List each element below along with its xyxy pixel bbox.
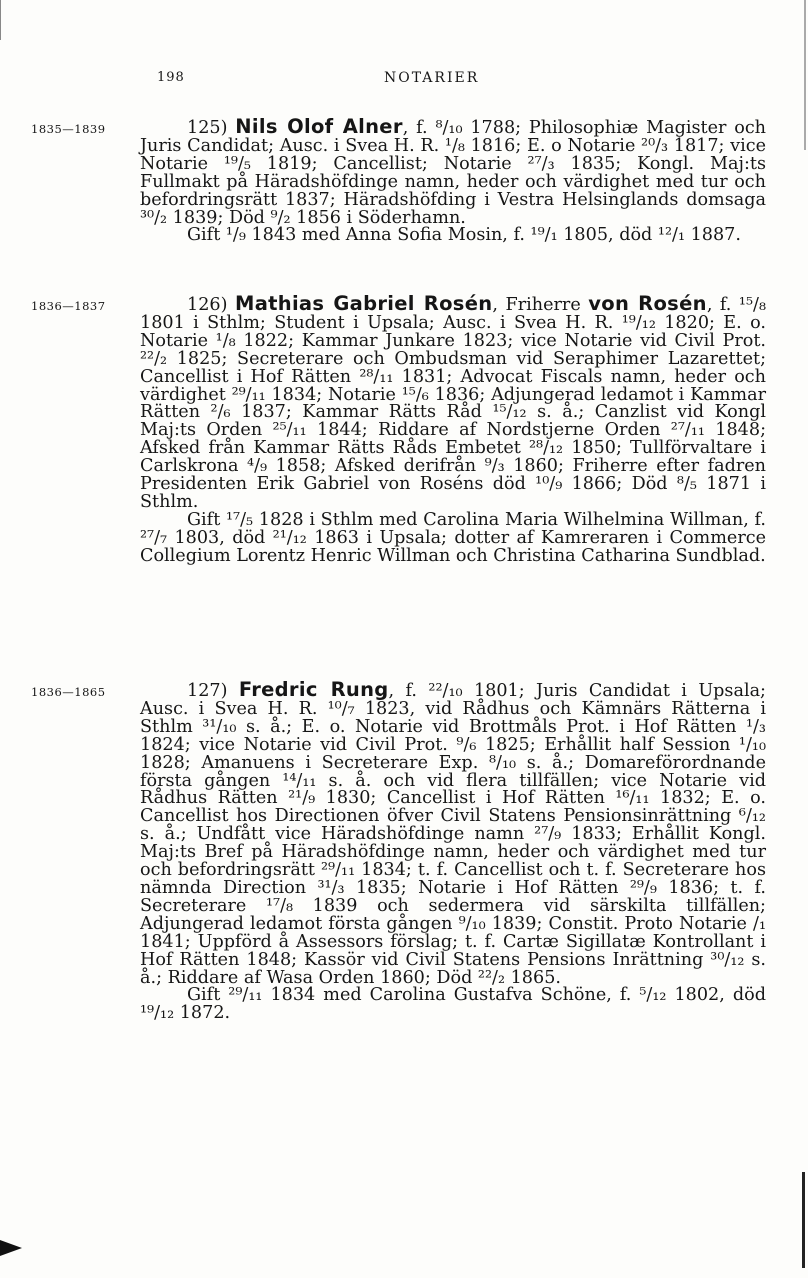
person-name: Nils Olof Alner [235, 115, 403, 138]
entry-paragraph [140, 678, 766, 988]
entry-text [140, 115, 767, 246]
entry-body: , f. ²²/₁₀ 1801; Juris Candidat i Upsala; Ausc. i Svea H. R. ¹⁰/₇ 1823, vid Rådhus och Kämnärs Rätterna i Sthlm ³¹/₁₀ s. å.; E. o. Notarie vid Brottmåls Prot. i Hof Rätten ¹/₃ 1824; vice Notarie vid Civil Prot. ⁹/₆ 1825; Erhållit half Session ¹/₁₀ 1828; Amanuens i Secreterare Exp. ⁸/₁₀ s. å.; Domareförordnande första gången ¹⁴/₁₁ s. å. och vid flera tillfällen; vice Notarie vid Rådhus Rätten ²¹/₉ 1830; Cancellist i Hof Rätten ¹⁶/₁₁ 1832; E. o. Cancellist hos Directionen öfver Civil Statens Pensionsinrättning ⁶/₁₂ s. å.; Undfått vice Häradshöfdinge namn ²⁷/₉ 1833; Erhållit Kongl. Maj:ts Bref på Häradshöfdinge namn, heder och värdighet med tur och befordringsrätt ²⁹/₁₁ 1834; t. f. Cancellist och t. f. Secreterare hos nämnda Direction ³¹/₃ 1835; Notarie i Hof Rätten ²⁹/₉ 1836; t. f. Secreterare ¹⁷/₈ 1839 och sedermera vid särskilta tillfällen; Adjungerad ledamot första gången ⁹/₁₀ 1839; Constit. Proto Notarie /₁ 1841; Uppförd å Assessors förslag; t. f. Cartæ Sigillatæ Kontrollant i Hof Rätten 1848; Kassör vid Civil Statens Pensions Inrättning ³⁰/₁₂ s. å.; Riddare af Wasa Orden 1860; Död ²²/₂ 1865. [140, 681, 766, 988]
scan-edge-mark [0, 0, 3, 40]
marriage-paragraph [140, 509, 766, 566]
marriage-paragraph [140, 227, 766, 245]
marriage-text: Gift ²⁹/₁₁ 1834 med Carolina Gustafva Schöne, f. ⁵/₁₂ 1802, död ¹⁹/₁₂ 1872. [140, 985, 766, 1024]
running-head: NOTARIER [384, 70, 480, 86]
entry-number: 127) [187, 681, 228, 701]
entry-number: 125) [187, 118, 228, 138]
page-number: 198 [157, 70, 185, 85]
entry-body: , f. ⁸/₁₀ 1788; Philosophiæ Magister och Juris Candidat; Ausc. i Svea H. R. ¹/₈ 1816; E. o Notarie ²⁰/₃ 1817; vice Notarie ¹⁹/₅ 1819; Cancellist; Notarie ²⁷/₃ 1835; Kongl. Maj:ts Fullmakt på Häradshöfdinge namn, heder och värdighet med tur och befordringsrätt 1837; Häradshöfding i Vestra Helsinglands domsaga ³⁰/₂ 1839; Död ⁹/₂ 1856 i Söderhamn. [140, 118, 767, 228]
person-title-name: von Rosén [588, 292, 707, 315]
marriage-text: Gift ¹/₉ 1843 med Anna Sofia Mosin, f. ¹⁹/₁ 1805, död ¹²/₁ 1887. [187, 225, 741, 246]
entry-body: , f. ¹⁵/₈ 1801 i Sthlm; Student i Upsala; Ausc. i Svea H. R. ¹⁹/₁₂ 1820; E. o. Notarie ¹/₈ 1822; Kammar Junkare 1823; vice Notarie vid Civil Prot. ²²/₂ 1825; Secreterare och Ombudsman vid Seraphimer Lazarettet; Cancellist i Hof Rätten ²⁸/₁₁ 1831; Advocat Fiscals namn, heder och värdighet ²⁹/₁₁ 1834; Notarie ¹⁵/₆ 1836; Adjungerad ledamot i Kammar Rätten ²/₆ 1837; Kammar Rätts Råd ¹⁵/₁₂ s. å.; Canzlist vid Kongl Maj:ts Orden ²⁵/₁₁ 1844; Riddare af Nordstjerne Orden ²⁷/₁₁ 1848; Afsked från Kammar Rätts Råds Embetet ²⁸/₁₂ 1850; Tullförvaltare i Carlskrona ⁴/₉ 1858; Afsked derifrån ⁹/₃ 1860; Friherre efter fadren Presidenten Erik Gabriel von Roséns död ¹⁰/₉ 1866; Död ⁸/₅ 1871 i Sthlm. [140, 295, 767, 512]
entry-text [140, 678, 766, 1024]
entry-number: 126) [187, 295, 228, 315]
marriage-paragraph [140, 987, 766, 1023]
person-name: Fredric Rung [238, 678, 389, 701]
person-name: Mathias Gabriel Rosén [234, 292, 493, 315]
marriage-text: Gift ¹⁷/₅ 1828 i Sthlm med Carolina Maria Wilhelmina Willman, f. ²⁷/₇ 1803, död ²¹/₁₂ 1863 i Upsala; dotter af Kamreraren i Commerce Collegium Lorentz Henric Willman och Christina Catharina Sundblad. [140, 509, 766, 566]
entry-years: 1836—1865 [31, 685, 106, 699]
arrow-mark-icon [0, 1240, 22, 1256]
entry-paragraph [140, 292, 767, 512]
entry-text [140, 292, 767, 566]
page-header [0, 70, 808, 94]
title-text: , Friherre [492, 295, 589, 315]
entry-paragraph [140, 115, 767, 228]
entry-years: 1835—1839 [31, 122, 106, 136]
scan-edge-bar [802, 1172, 805, 1268]
entry-years: 1836—1837 [31, 299, 106, 313]
